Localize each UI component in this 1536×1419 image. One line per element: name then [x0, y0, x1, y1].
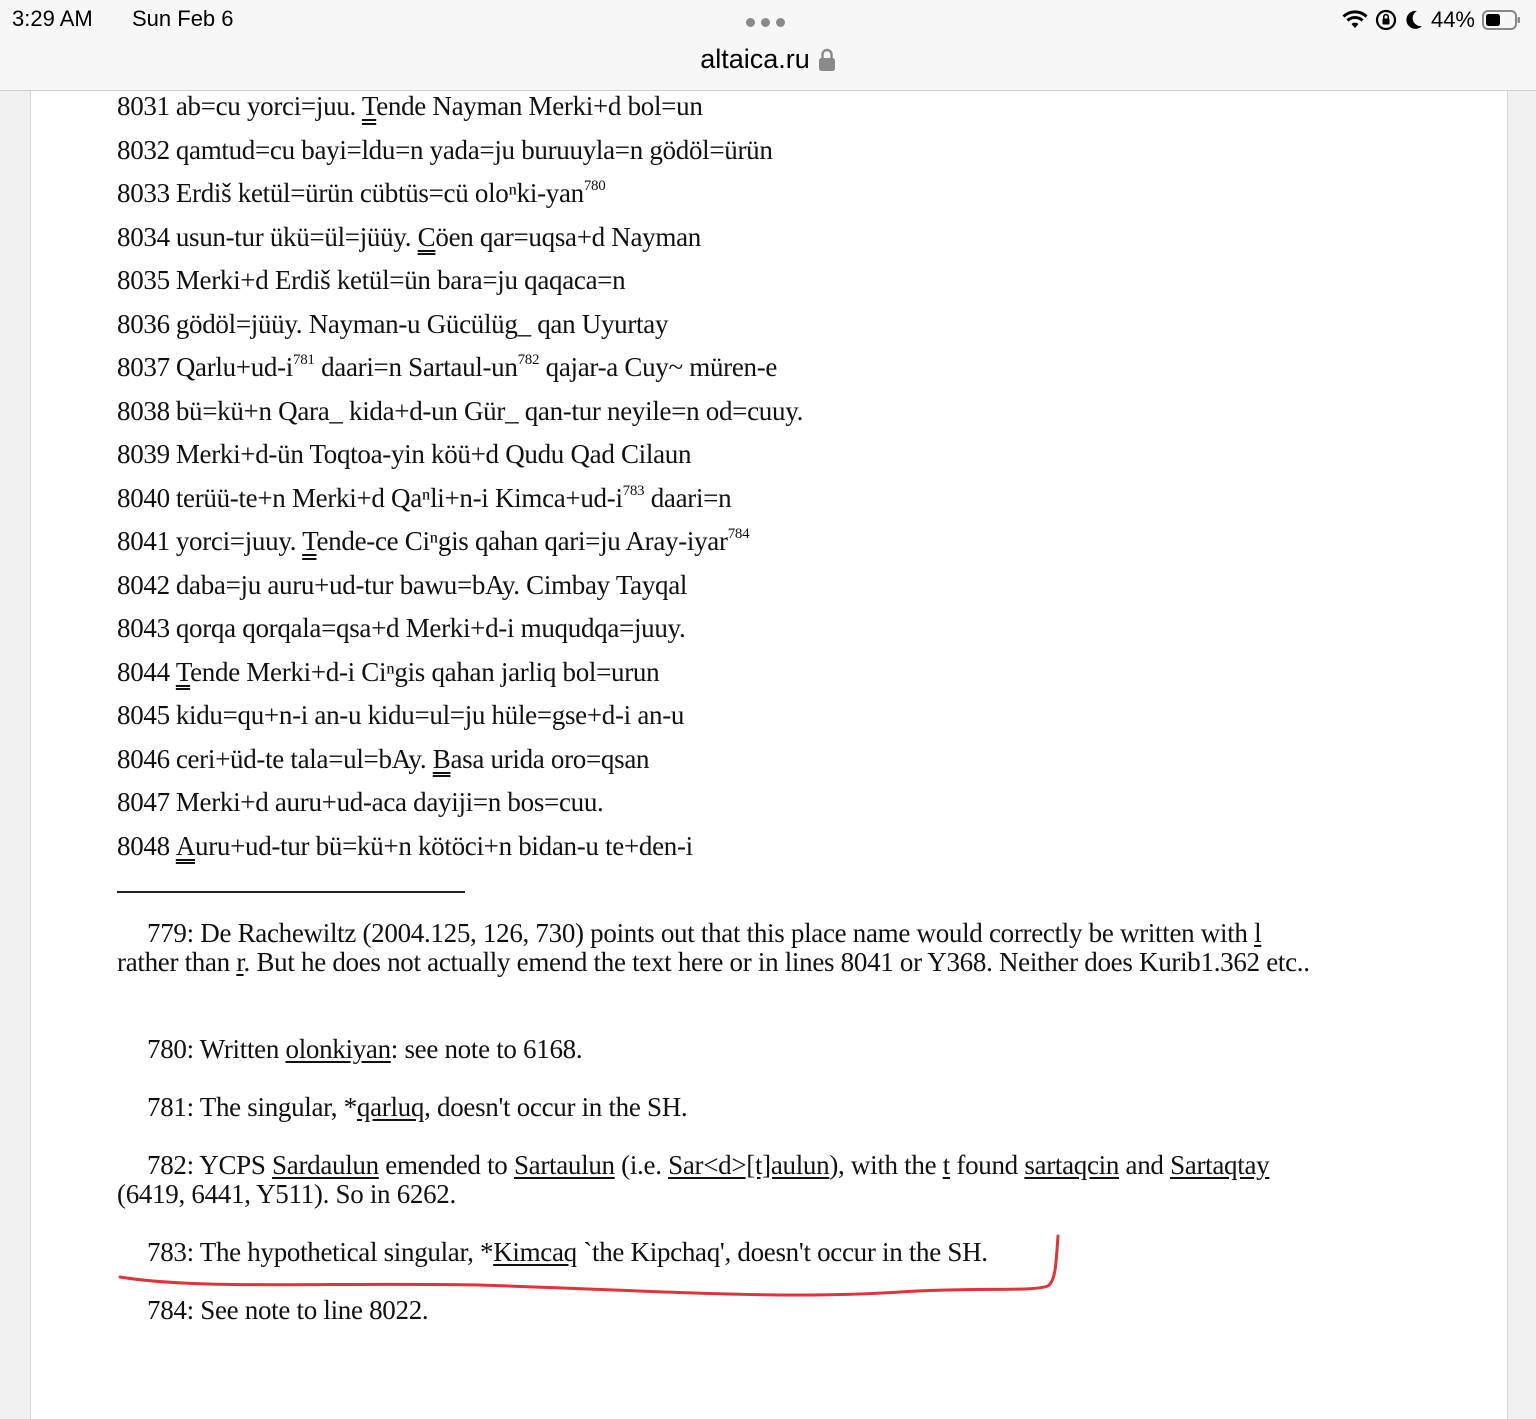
lock-icon — [818, 48, 836, 72]
orientation-lock-icon — [1375, 9, 1397, 31]
line-text: Merki+d Erdiš ketül=ün bara=ju qaqaca=n — [175, 265, 626, 295]
text-line — [117, 657, 803, 701]
footnote-separator — [117, 891, 465, 893]
text-line — [117, 352, 803, 396]
text-line — [117, 526, 803, 570]
line-text: kidu=qu+n-i an-u kidu=ul=ju hüle=gse+d-i an-u — [175, 700, 685, 730]
text-line — [117, 700, 803, 744]
text-line — [117, 483, 803, 527]
status-date: Sun Feb 6 — [132, 6, 234, 31]
underlined-letter: A — [175, 830, 196, 861]
footnote-781: 781: The singular, *qarluq, doesn't occur in the SH. — [147, 1092, 688, 1122]
line-number: 8033 — [117, 178, 170, 208]
text-line — [117, 91, 803, 135]
line-text: yorci=juuy. — [175, 526, 303, 556]
text-line — [117, 222, 803, 266]
line-text: ende Merki+d-i Ciⁿgis qahan jarliq bol=urun — [190, 656, 660, 687]
line-number: 8036 — [117, 308, 170, 339]
line-text: ceri+üd-te tala=ul=bAy. — [175, 743, 433, 774]
line-number: 8038 — [117, 395, 170, 426]
text-line — [117, 831, 803, 875]
footnote-ref: 780 — [583, 178, 606, 194]
line-text: ende-ce Ciⁿgis qahan qari=ju Aray-iyar — [316, 526, 728, 556]
line-number: 8035 — [117, 265, 170, 295]
line-text: ab=cu yorci=juu. — [175, 91, 362, 121]
line-text: Qarlu+ud-i — [175, 352, 294, 382]
footnote-779: 779: De Rachewiltz (2004.125, 126, 730) points out that this place name would correctly be written with l rather than r. But he does not actually emend the text here or in lines 8041 or Y368. Neither does Kurib1.362 etc.. — [117, 918, 1310, 977]
line-text: qajar-a Cuy~ müren-e — [539, 352, 778, 382]
underlined-letter: B — [432, 743, 451, 774]
text-lines — [117, 91, 803, 874]
line-number: 8047 — [117, 787, 170, 817]
footnote-784: 784: See note to line 8022. — [147, 1295, 429, 1325]
line-number: 8044 — [117, 656, 170, 687]
line-number: 8031 — [117, 91, 170, 121]
underlined-letter: C — [417, 221, 436, 252]
battery-percentage: 44% — [1430, 7, 1475, 32]
footnote-ref: 781 — [293, 352, 315, 368]
line-text: ende Nayman Merki+d bol=un — [376, 91, 703, 121]
footnote-782: 782: YCPS Sardaulun emended to Sartaulun (i.e. Sar<d>[t]aulun), with the t found sartaqcin and Sartaqtay (6419, 6441, Y511). So in 6262. — [117, 1150, 1270, 1209]
line-text: Erdiš ketül=ürün cübtüs=cü oloⁿki-yan — [175, 178, 584, 208]
line-number: 8045 — [117, 700, 170, 730]
text-line — [117, 744, 803, 788]
system-top-bar — [0, 0, 1536, 91]
line-text: Merki+d auru+ud-aca dayiji=n bos=cuu. — [175, 787, 604, 817]
line-number: 8040 — [117, 482, 170, 513]
footnote-780: 780: Written olonkiyan: see note to 6168. — [147, 1034, 583, 1064]
text-line — [117, 309, 803, 353]
underlined-letter: T — [361, 91, 377, 121]
footnote-ref: 782 — [517, 352, 540, 368]
url-text: altaica.ru — [700, 44, 810, 74]
text-line — [117, 439, 803, 483]
line-text: daba=ju auru+ud-tur bawu=bAy. Cimbay Tayqal — [175, 569, 688, 600]
footnote-783: 783: The hypothetical singular, *Kimcaq `the Kipchaq', doesn't occur in the SH. — [147, 1237, 988, 1267]
line-number: 8043 — [117, 613, 170, 643]
footnote-ref: 783 — [622, 482, 645, 499]
underlined-letter: T — [175, 656, 191, 687]
status-icons — [1342, 6, 1522, 34]
more-dots-icon[interactable] — [746, 18, 785, 27]
line-number: 8037 — [117, 352, 170, 382]
wifi-icon — [1342, 10, 1368, 30]
text-line — [117, 135, 803, 179]
line-text: gödöl=jüüy. Nayman-u Gücülüg_ qan Uyurtay — [175, 308, 669, 339]
text-line — [117, 265, 803, 309]
line-number: 8048 — [117, 830, 170, 861]
status-time: 3:29 AM — [12, 6, 93, 31]
line-text: asa urida oro=qsan — [450, 743, 650, 774]
line-text: terüü-te+n Merki+d Qaⁿli+n-i Kimca+ud-i — [175, 482, 623, 513]
line-text: uru+ud-tur bü=kü+n kötöci+n bidan-u te+den-i — [195, 830, 693, 861]
line-number: 8034 — [117, 221, 170, 252]
line-text: öen qar=uqsa+d Nayman — [435, 221, 701, 252]
text-line — [117, 396, 803, 440]
line-number: 8041 — [117, 526, 170, 556]
underlined-letter: T — [302, 526, 317, 556]
document-page — [30, 91, 1508, 1419]
text-line — [117, 178, 803, 222]
text-line — [117, 570, 803, 614]
line-text: daari=n — [644, 482, 732, 513]
line-number: 8032 — [117, 134, 170, 165]
line-text: usun-tur ükü=ül=jüüy. — [175, 221, 418, 252]
line-number: 8042 — [117, 569, 170, 600]
line-text: qamtud=cu bayi=ldu=n yada=ju buruuyla=n gödöl=ürün — [175, 134, 773, 165]
line-text: qorqa qorqala=qsa+d Merki+d-i muqudqa=juuy. — [175, 613, 686, 643]
line-text: Merki+d-ün Toqtoa-yin köü+d Qudu Qad Cilaun — [175, 439, 692, 469]
moon-icon — [1404, 9, 1424, 31]
battery-icon — [1482, 9, 1522, 31]
line-number: 8046 — [117, 743, 170, 774]
line-text: daari=n Sartaul-un — [314, 352, 518, 382]
line-text: bü=kü+n Qara_ kida+d-un Gür_ qan-tur neyile=n od=cuuy. — [175, 395, 804, 426]
footnote-ref: 784 — [727, 526, 750, 542]
address-bar[interactable] — [0, 44, 1536, 75]
text-line — [117, 613, 803, 657]
line-number: 8039 — [117, 439, 170, 469]
text-line — [117, 787, 803, 831]
